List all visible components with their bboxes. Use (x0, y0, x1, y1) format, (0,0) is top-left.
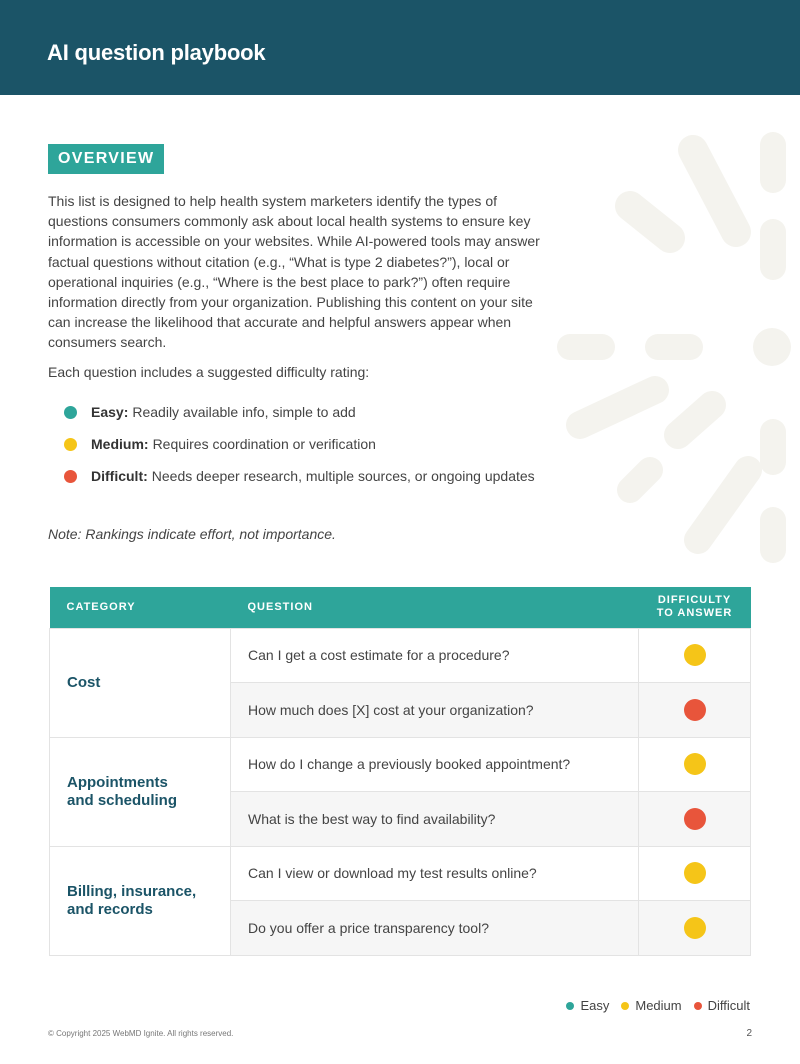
bottom-legend-easy (566, 998, 609, 1013)
difficult-rating-icon (684, 808, 706, 830)
bottom-legend (554, 998, 750, 1013)
medium-rating-icon (684, 862, 706, 884)
page-header (0, 0, 800, 95)
difficulty-cell (639, 846, 751, 901)
difficulty-legend-list (64, 396, 535, 492)
table-header-row (50, 587, 751, 628)
table-row (50, 846, 751, 901)
category-label: and scheduling (67, 791, 178, 809)
difficulty-cell (639, 901, 751, 956)
category-cost (50, 628, 231, 737)
page-number: 2 (746, 1028, 752, 1039)
legend-level-desc: Readily available info, simple to add (132, 404, 356, 420)
table-row (50, 628, 751, 683)
category-label: Appointments (67, 773, 168, 791)
question-cell: How much does [X] cost at your organization? (231, 683, 639, 738)
category-label: Billing, insurance, (67, 882, 197, 900)
legend-item-difficult (64, 460, 535, 492)
legend-item-medium (64, 428, 535, 460)
footer-copyright: © Copyright 2025 WebMD Ignite. All rights reserved. (48, 1029, 234, 1038)
easy-dot-icon (64, 406, 77, 419)
legend-level-name: Medium: (91, 436, 149, 452)
question-cell: Can I view or download my test results online? (231, 846, 639, 901)
easy-dot-icon (566, 1002, 574, 1010)
legend-level-name: Easy: (91, 404, 129, 420)
question-cell: How do I change a previously booked appointment? (231, 737, 639, 792)
category-appointments (50, 737, 231, 846)
medium-dot-icon (64, 438, 77, 451)
overview-paragraph: This list is designed to help health system marketers identify the types of questions consumers commonly ask about local health systems to ensure key information is accessible on your websites. While AI-powered tools may answer factual questions without citation (e.g., “What is type 2 diabetes?”), local or operational inquiries (e.g., “Where is the best place to park?”) often require information directly from your organization. Publishing this content on your site can increase the likelihood that accurate and helpful answers appear when consumers search. (48, 193, 540, 351)
difficulty-cell (639, 792, 751, 847)
rating-intro: Each question includes a suggested difficulty rating: (48, 364, 370, 380)
legend-label: Difficult (707, 998, 750, 1013)
header-difficulty (639, 587, 751, 628)
header-difficulty-line1: DIFFICULTY (657, 594, 732, 607)
difficult-dot-icon (694, 1002, 702, 1010)
difficult-dot-icon (64, 470, 77, 483)
bottom-legend-difficult (694, 998, 750, 1013)
question-cell: Can I get a cost estimate for a procedure? (231, 628, 639, 683)
question-table (49, 587, 751, 956)
legend-level-name: Difficult: (91, 468, 148, 484)
table-row (50, 737, 751, 792)
legend-item-easy (64, 396, 535, 428)
category-billing (50, 846, 231, 955)
category-label: and records (67, 900, 153, 918)
legend-level-desc: Requires coordination or verification (152, 436, 376, 452)
question-cell: What is the best way to find availability? (231, 792, 639, 847)
legend-level-desc: Needs deeper research, multiple sources, or ongoing updates (151, 468, 535, 484)
difficulty-cell (639, 628, 751, 683)
difficulty-cell (639, 737, 751, 792)
bottom-legend-medium (621, 998, 681, 1013)
header-difficulty-line2: TO ANSWER (656, 607, 733, 620)
medium-rating-icon (684, 644, 706, 666)
header-category: CATEGORY (50, 587, 231, 628)
page-title: AI question playbook (47, 40, 266, 65)
legend-label: Easy (580, 998, 610, 1013)
medium-rating-icon (684, 753, 706, 775)
header-question: QUESTION (231, 587, 639, 628)
legend-label: Medium (635, 998, 682, 1013)
category-label: Cost (67, 673, 101, 691)
overview-badge: OVERVIEW (48, 144, 164, 174)
question-cell: Do you offer a price transparency tool? (231, 901, 639, 956)
medium-dot-icon (621, 1002, 629, 1010)
rankings-note: Note: Rankings indicate effort, not importance. (48, 526, 336, 542)
difficulty-cell (639, 683, 751, 738)
difficult-rating-icon (684, 699, 706, 721)
medium-rating-icon (684, 917, 706, 939)
